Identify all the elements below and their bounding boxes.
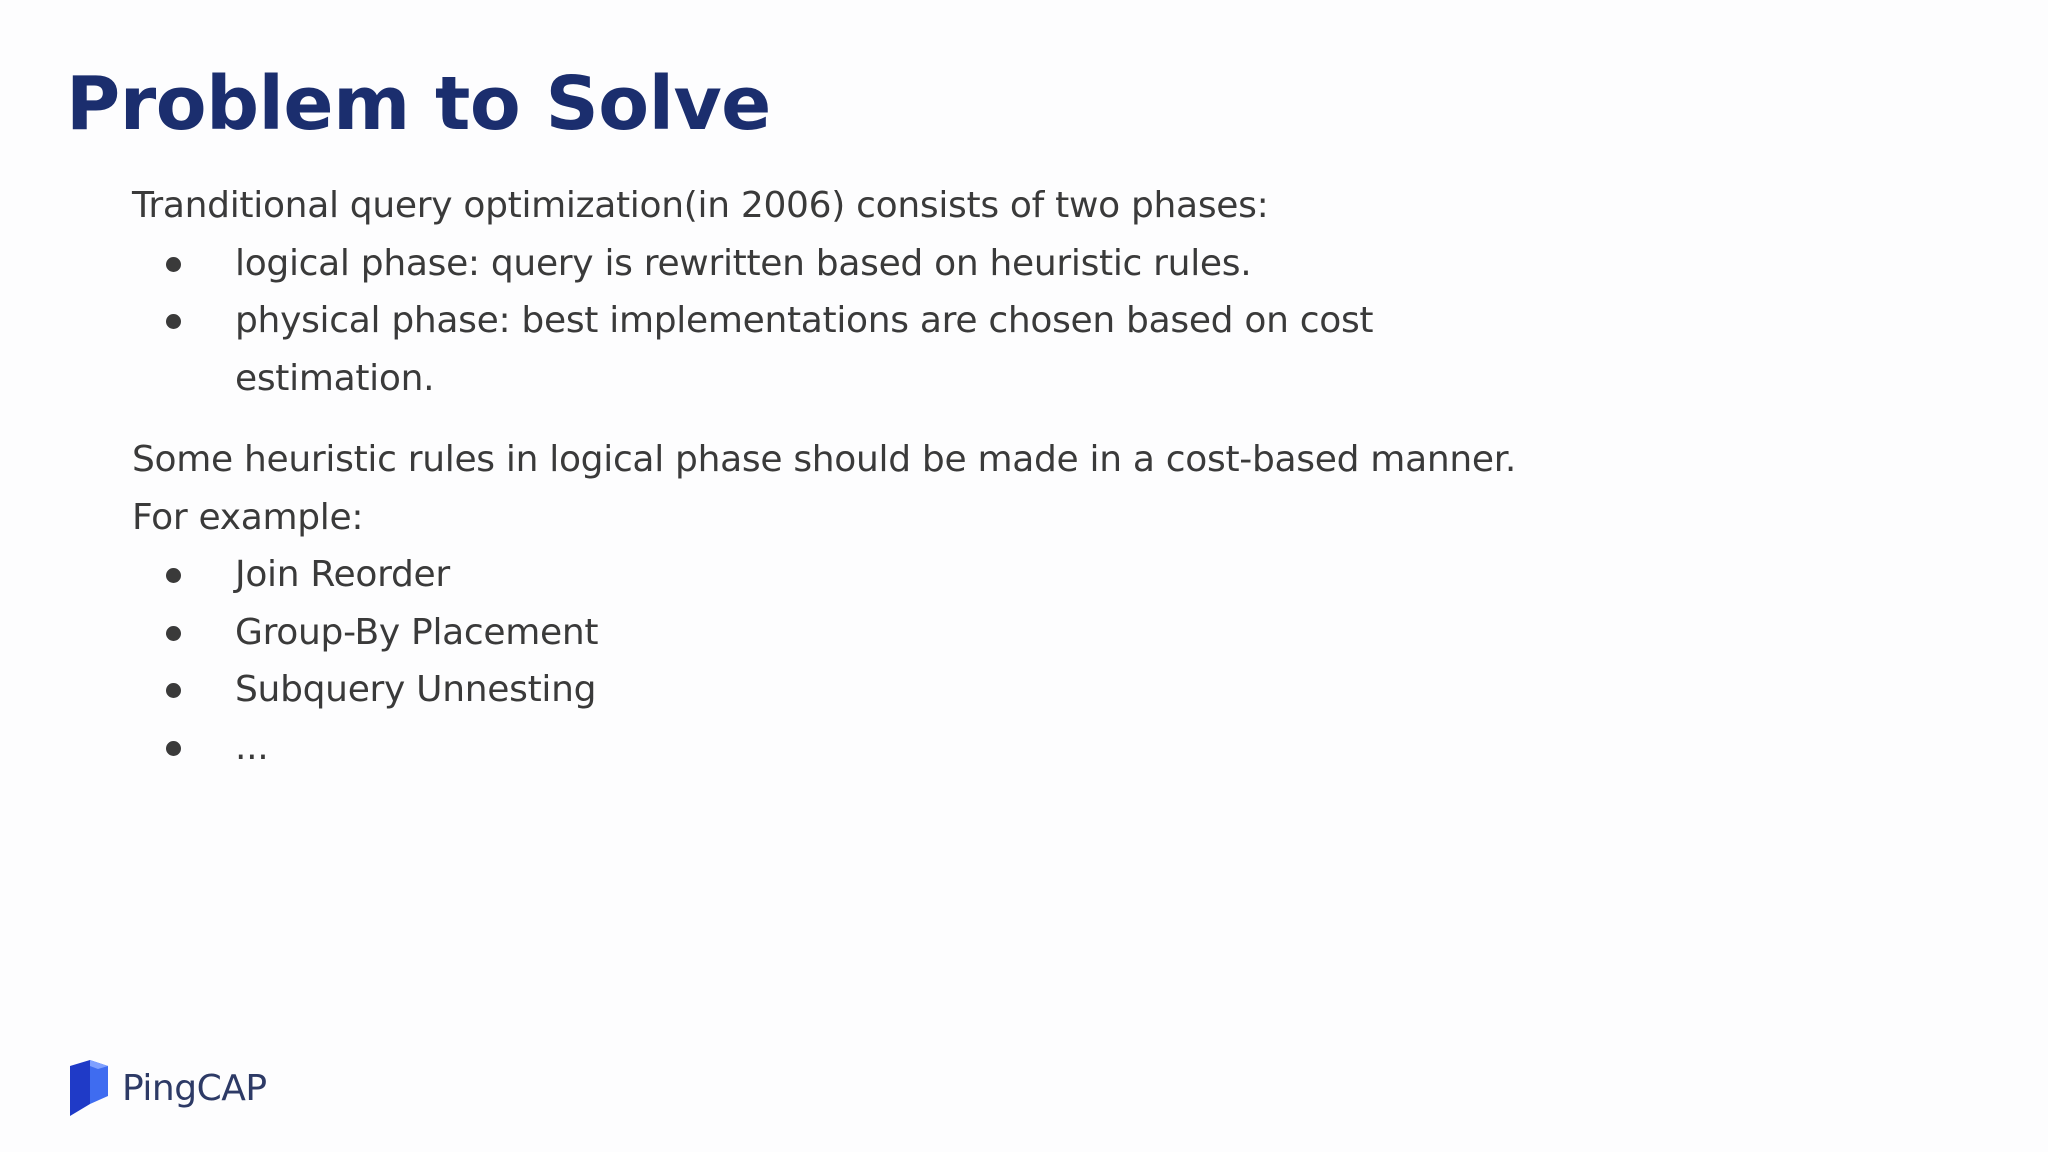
bullet-icon <box>166 257 181 272</box>
list-item-text: Join Reorder <box>235 554 450 595</box>
list-item-text: ... <box>235 726 269 768</box>
examples-list <box>132 546 1632 776</box>
bullet-icon <box>166 626 181 641</box>
list-item <box>132 604 1535 662</box>
list-item <box>132 661 1535 719</box>
list-item-text: logical phase: query is rewritten based on heuristic rules. <box>235 242 1252 284</box>
list-item <box>132 292 1435 407</box>
example-intro-text: For example: <box>132 496 364 538</box>
pingcap-logo <box>68 1060 267 1116</box>
bullet-icon <box>166 741 181 756</box>
phases-list <box>132 235 1632 408</box>
logo-text: PingCAP <box>122 1067 267 1109</box>
list-item <box>132 719 1535 777</box>
intro-text: Tranditional query optimization(in 2006) consists of two phases: <box>132 185 1269 226</box>
statement-text: Some heuristic rules in logical phase should be made in a cost-based manner. <box>132 439 1517 480</box>
slide-body <box>132 177 1632 776</box>
list-item-text: physical phase: best implementations are chosen based on cost estimation. <box>235 300 1374 399</box>
list-item <box>132 546 1535 604</box>
bullet-icon <box>166 314 181 329</box>
bullet-icon <box>166 683 181 698</box>
list-item-text: Subquery Unnesting <box>235 669 597 710</box>
slide-title: Problem to Solve <box>66 61 771 147</box>
bullet-icon <box>166 568 181 583</box>
pingcap-logo-icon <box>68 1060 112 1116</box>
list-item-text: Group-By Placement <box>235 611 599 653</box>
list-item <box>132 235 1435 293</box>
